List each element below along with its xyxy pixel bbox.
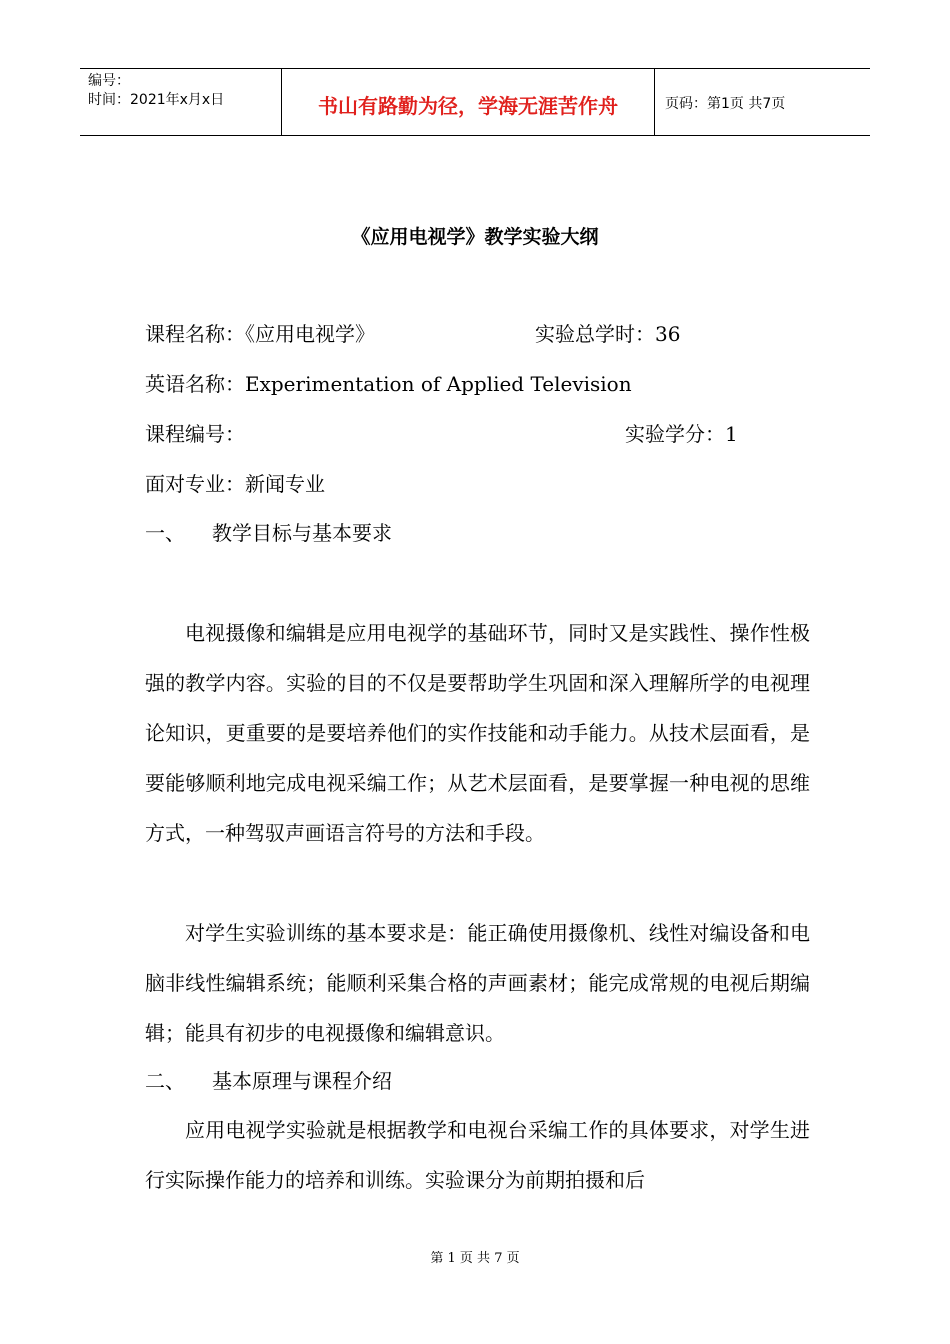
header-left-cell xyxy=(80,69,282,135)
section2-number: 二、 xyxy=(145,1069,185,1093)
page-footer: 第 1 页 共 7 页 xyxy=(430,1251,520,1266)
code-label: 编号： xyxy=(88,73,130,89)
section2-heading xyxy=(145,1069,392,1093)
section2-title: 基本原理与课程介绍 xyxy=(212,1069,392,1093)
section1-number: 一、 xyxy=(145,521,185,545)
credits: 实验学分：1 xyxy=(625,422,738,446)
course-name: 课程名称：《应用电视学》 xyxy=(145,322,375,346)
section1-title: 教学目标与基本要求 xyxy=(212,521,392,545)
section1-heading xyxy=(145,521,392,545)
section1-paragraph-2: 对学生实验训练的基本要求是：能正确使用摄像机、线性对编设备和电脑非线性编辑系统；能顺利采集合格的声画素材；能完成常规的电视后期编辑；能具有初步的电视摄像和编辑意识。 xyxy=(145,921,810,1045)
section1-paragraph-1: 电视摄像和编辑是应用电视学的基础环节，同时又是实践性、操作性极强的教学内容。实验的目的不仅是要帮助学生巩固和深入理解所学的电视理论知识，更重要的是要培养他们的实作技能和动手能力。从技术层面看，是要能够顺利地完成电视采编工作；从艺术层面看，是要掌握一种电视的思维方式，一种驾驭声画语言符号的方法和手段。 xyxy=(145,621,810,845)
time-label: 时间：2021年x月x日 xyxy=(88,92,225,108)
english-name: 英语名称：Experimentation of Applied Television xyxy=(145,372,632,396)
section2-paragraph-1: 应用电视学实验就是根据教学和电视台采编工作的具体要求，对学生进行实际操作能力的培养和训练。实验课分为前期拍摄和后 xyxy=(145,1118,810,1192)
header-motto: 书山有路勤为径，学海无涯苦作舟 xyxy=(282,69,655,135)
header-page-info: 页码：第1页 共7页 xyxy=(665,96,786,112)
major: 面对专业：新闻专业 xyxy=(145,472,325,496)
course-code: 课程编号： xyxy=(145,422,245,446)
total-hours: 实验总学时：36 xyxy=(535,322,681,346)
header-table xyxy=(80,68,870,136)
document-title: 《应用电视学》教学实验大纲 xyxy=(351,226,599,248)
